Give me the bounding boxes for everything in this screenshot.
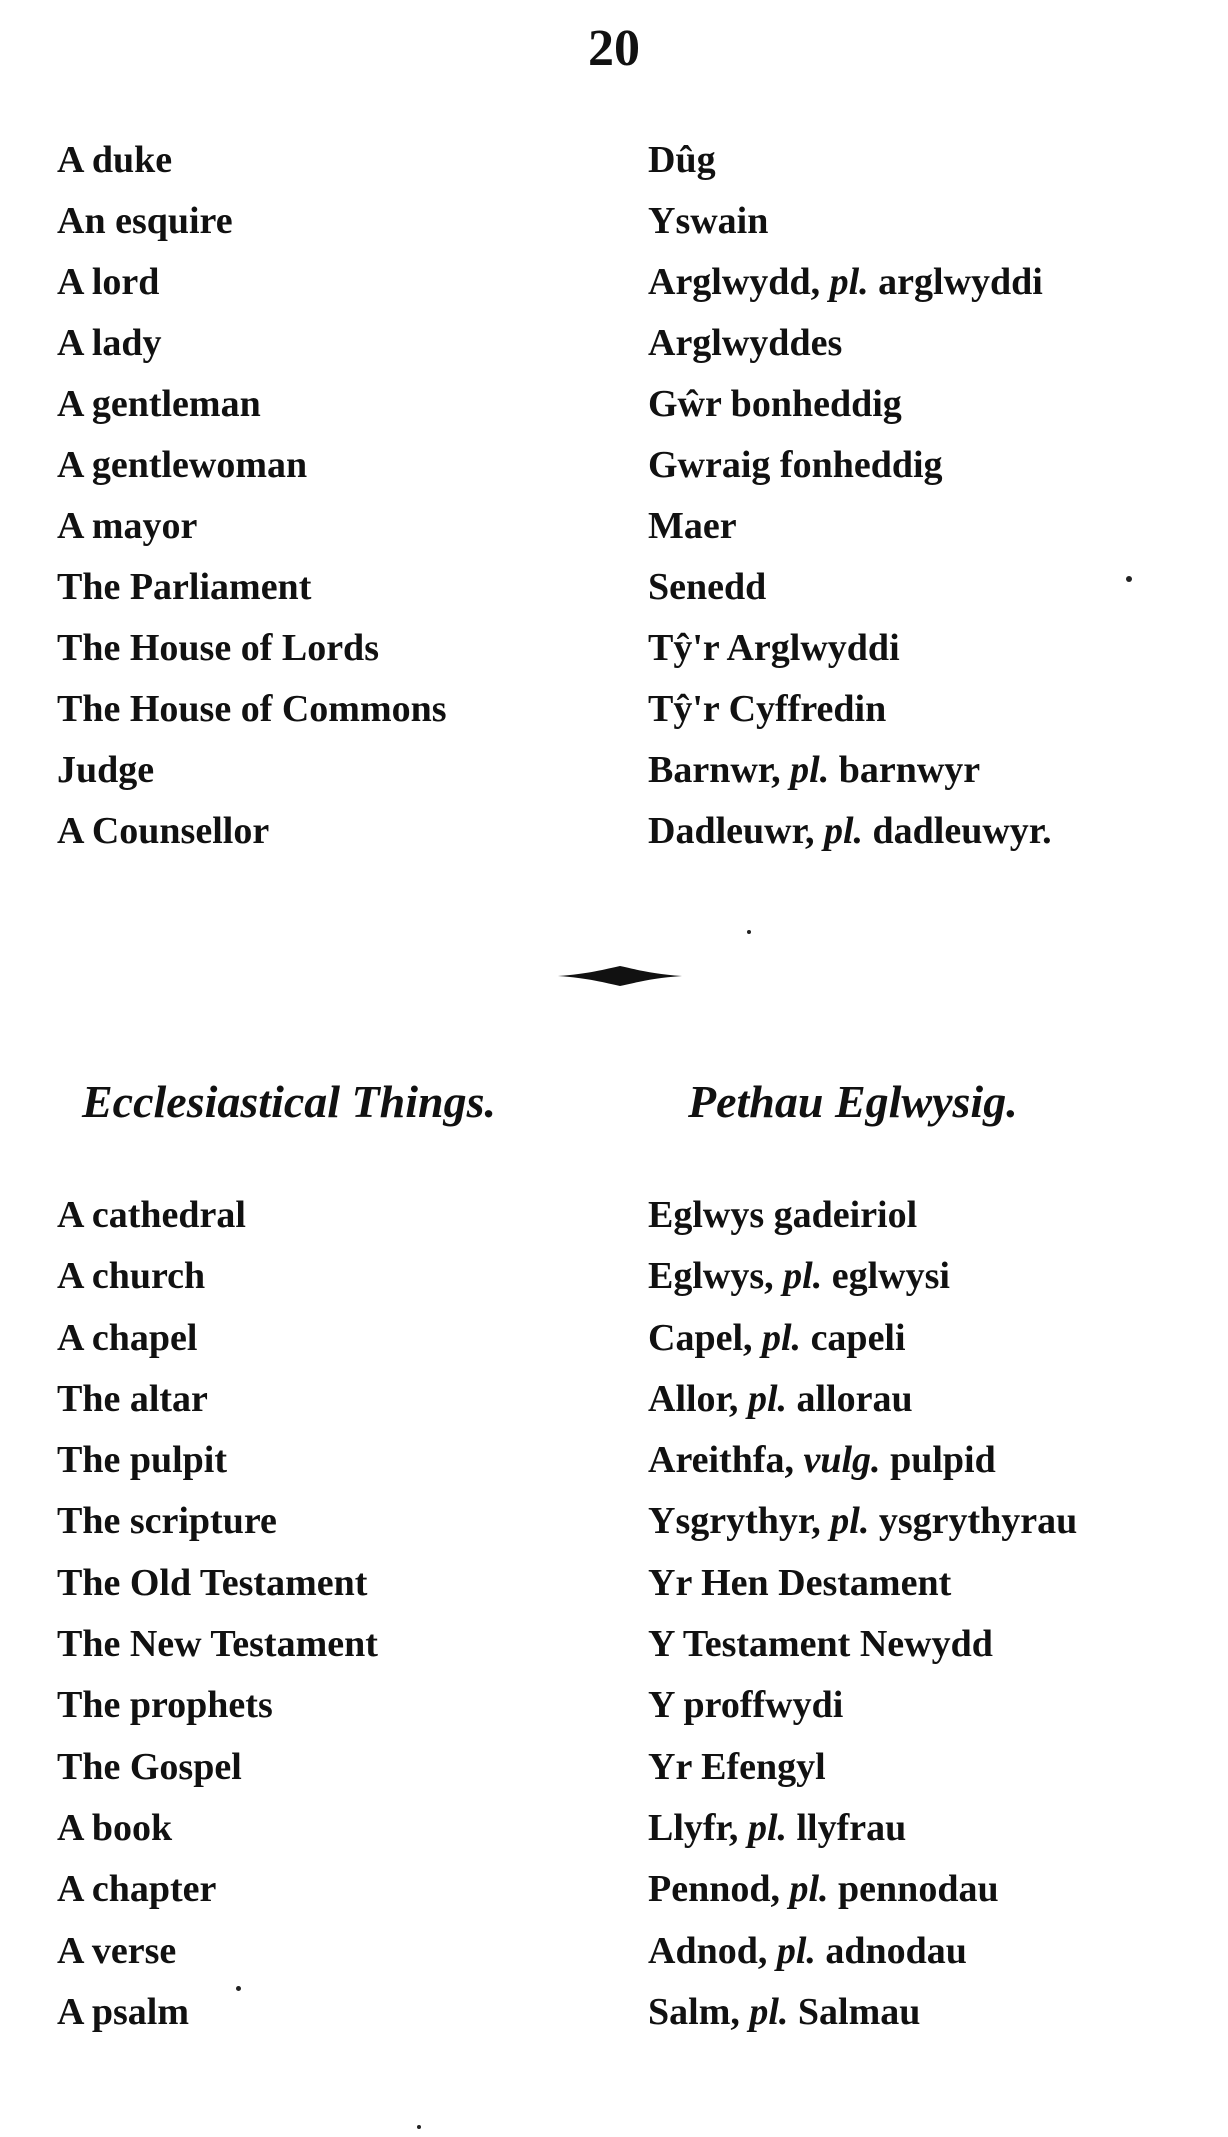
plural-abbreviation: pl. [776,1929,816,1972]
plural-abbreviation: pl. [747,1806,787,1849]
vocab-row [0,374,1228,435]
vocab-row [0,1675,1228,1736]
ecclesiastical-vocabulary-list [0,1185,1228,2043]
vocab-row [0,557,1228,618]
welsh-term: Eglwys, pl. eglwysi [648,1255,950,1298]
vocab-row [0,801,1228,862]
vocab-row [0,1246,1228,1307]
plural-abbreviation: pl. [823,810,864,852]
civic-vocabulary-list [0,130,1228,862]
welsh-term: Yr Efengyl [648,1745,826,1788]
welsh-term: Dadleuwr, pl. dadleuwyr. [648,810,1052,852]
welsh-term: Adnod, pl. adnodau [648,1929,967,1972]
welsh-term: Pennod, pl. pennodau [648,1868,999,1911]
english-term: Judge [57,749,155,791]
welsh-term: Salm, pl. Salmau [648,1990,921,2033]
vocab-row [0,435,1228,496]
ink-speck [417,2125,421,2129]
english-term: A duke [57,139,173,181]
vocab-row [0,1553,1228,1614]
welsh-term: Tŷ'r Arglwyddi [648,627,900,669]
vocab-row [0,1859,1228,1920]
english-term: The House of Commons [57,688,447,730]
vocab-row [0,740,1228,801]
english-term: A chapter [57,1868,217,1911]
vocab-row [0,496,1228,557]
page-number: 20 [588,20,640,77]
vocab-row [0,1308,1228,1369]
vocab-row [0,618,1228,679]
english-term: A chapel [57,1316,198,1359]
english-term: The Parliament [57,566,312,608]
welsh-term: Dûg [648,139,716,181]
vocab-row [0,1921,1228,1982]
welsh-term: Maer [648,505,737,547]
english-term: The scripture [57,1500,277,1543]
english-term: A mayor [57,505,198,547]
english-term: A gentlewoman [57,444,308,486]
vocab-row [0,1185,1228,1246]
welsh-term: Yr Hen Destament [648,1561,952,1604]
english-term: A lord [57,261,160,303]
plural-abbreviation: pl. [747,1377,787,1420]
section-heading-english: Ecclesiastical Things. [82,1076,496,1127]
plural-abbreviation: pl. [790,749,830,791]
vocab-row [0,130,1228,191]
plural-abbreviation: pl. [829,261,869,303]
plural-abbreviation: pl. [789,1868,829,1911]
vocab-row [0,191,1228,252]
vocab-row [0,679,1228,740]
vocab-row [0,1369,1228,1430]
vocab-row [0,1737,1228,1798]
vocab-row [0,1430,1228,1491]
plural-abbreviation: pl. [830,1500,870,1543]
english-term: A lady [57,322,162,364]
welsh-term: Eglwys gadeiriol [648,1194,918,1236]
english-term: A psalm [57,1990,189,2033]
welsh-term: Arglwydd, pl. arglwyddi [648,261,1043,303]
english-term: A book [57,1806,173,1849]
english-term: The prophets [57,1684,273,1727]
ink-speck [747,930,751,934]
ink-speck [1126,576,1132,582]
welsh-term: Senedd [648,566,767,608]
vulgar-abbreviation: vulg. [803,1439,881,1482]
english-term: A Counsellor [57,810,270,852]
tapered-rule-ornament-icon [558,963,682,989]
welsh-term: Yswain [648,200,769,242]
english-term: A church [57,1255,206,1298]
english-term: The pulpit [57,1439,228,1482]
english-term: A gentleman [57,383,261,425]
english-term: The Gospel [57,1745,242,1788]
welsh-term: Tŷ'r Cyffredin [648,688,887,730]
english-term: A cathedral [57,1194,246,1236]
vocab-row [0,1798,1228,1859]
welsh-term: Y Testament Newydd [648,1623,993,1666]
english-term: The Old Testament [57,1561,368,1604]
vocab-row [0,1491,1228,1552]
welsh-term: Capel, pl. capeli [648,1316,906,1359]
english-term: A verse [57,1929,177,1972]
welsh-term: Llyfr, pl. llyfrau [648,1806,907,1849]
plural-abbreviation: pl. [749,1990,789,2033]
english-term: An esquire [57,200,233,242]
welsh-term: Areithfa, vulg. pulpid [648,1439,996,1482]
welsh-term: Gwraig fonheddig [648,444,943,486]
plural-abbreviation: pl. [762,1316,802,1359]
english-term: The House of Lords [57,627,379,669]
vocab-row [0,1982,1228,2043]
vocab-row [0,313,1228,374]
vocab-row [0,1614,1228,1675]
english-term: The New Testament [57,1623,378,1666]
welsh-term: Gŵr bonheddig [648,383,902,425]
ink-speck [236,1986,241,1991]
vocab-row [0,252,1228,313]
section-heading-welsh: Pethau Eglwysig. [688,1076,1018,1127]
welsh-term: Ysgrythyr, pl. ysgrythyrau [648,1500,1078,1543]
welsh-term: Y proffwydi [648,1684,844,1727]
english-term: The altar [57,1377,208,1420]
welsh-term: Arglwyddes [648,322,843,364]
welsh-term: Allor, pl. allorau [648,1377,913,1420]
plural-abbreviation: pl. [783,1255,823,1298]
welsh-term: Barnwr, pl. barnwyr [648,749,981,791]
